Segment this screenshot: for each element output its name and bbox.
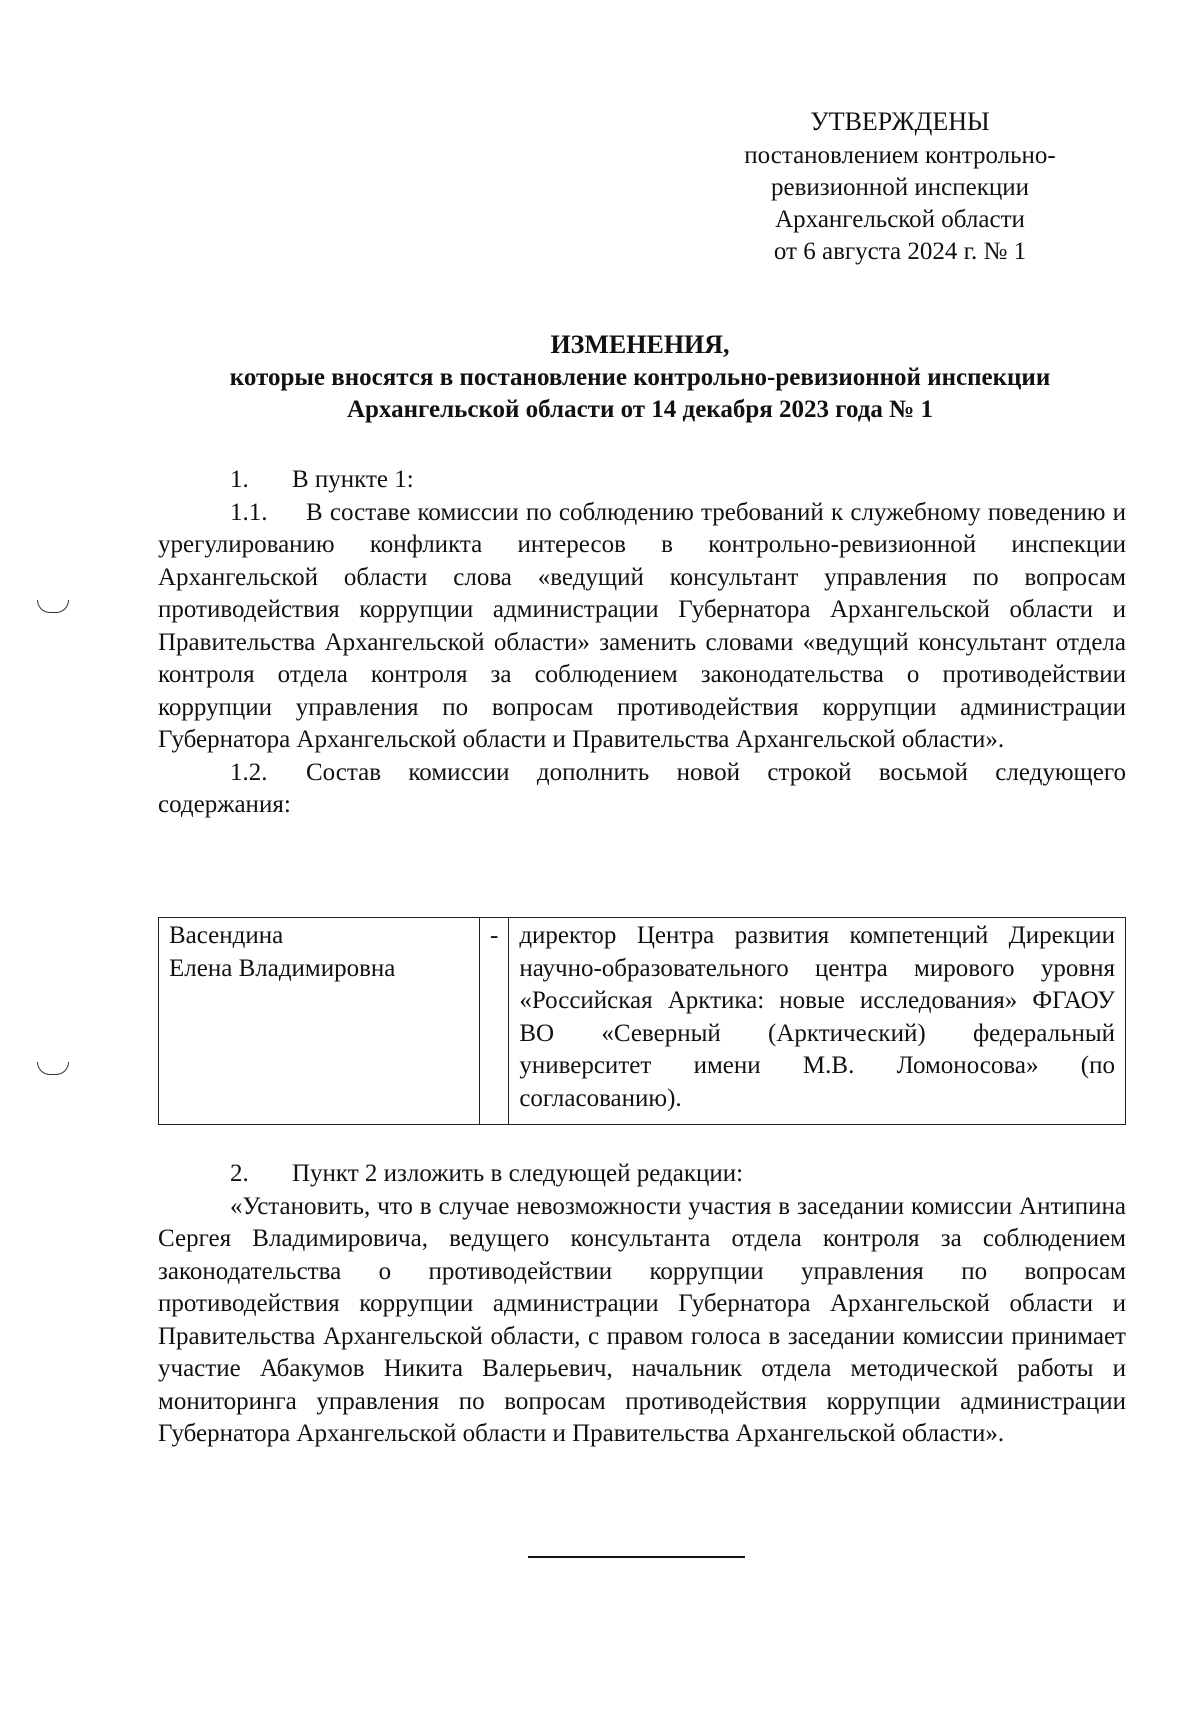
scan-artifact-mark	[37, 600, 69, 613]
section-1	[158, 464, 1126, 822]
member-table	[158, 917, 1126, 1125]
document-subtitle: которые вносятся в постановление контрольно-ревизионной инспекции	[229, 364, 1051, 391]
end-divider	[528, 1556, 745, 1558]
section-number: 2.	[230, 1160, 249, 1187]
paragraph-1-2	[158, 757, 1126, 822]
paragraph-1-1	[158, 497, 1126, 757]
section-2-header	[158, 1158, 1126, 1191]
member-dash-cell: -	[480, 918, 509, 1125]
approval-line: постановлением контрольно-	[744, 142, 1056, 169]
section-text: Пункт 2 изложить в следующей редакции:	[292, 1160, 744, 1187]
table-row	[159, 918, 1126, 1125]
document-title: ИЗМЕНЕНИЯ,	[550, 330, 730, 359]
member-name-cell	[159, 918, 480, 1125]
member-surname: Васендина	[169, 922, 284, 949]
document-subtitle: Архангельской области от 14 декабря 2023 года № 1	[346, 396, 934, 423]
member-given-names: Елена Владимировна	[169, 954, 396, 982]
section-1-header	[158, 464, 1126, 497]
approval-stamp	[715, 104, 1085, 268]
scan-artifact-mark	[37, 1062, 69, 1075]
section-2	[158, 1158, 1126, 1451]
approval-line: ревизионной инспекции	[770, 174, 1030, 201]
paragraph-text: В составе комиссии по соблюдению требований к служебному поведению и урегулированию конфликта интересов в контрольно-ревизионной инспекции Архангельской области слова «ведущий консультант управления по вопросам противодействия коррупции администрации Губернатора Архангельской области и Правительства Архангельской области» заменить словами «ведущий консультант отдела контроля отдела контроля за соблюдением законодательства о противодействии коррупции управления по вопросам противодействия коррупции администрации Губернатора Архангельской области и Правительства Архангельской области».	[158, 498, 1126, 753]
member-description-cell: директор Центра развития компетенций Дирекции научно-образовательного центра мирового уровня «Российская Арктика: новые исследования» ФГАОУ ВО «Северный (Арктический) федеральный университет имени М.В. Ломоносова» (по согласованию).	[509, 918, 1126, 1125]
paragraph-number: 1.2.	[230, 758, 268, 786]
paragraph-number: 1.1.	[230, 498, 268, 526]
approval-title: УТВЕРЖДЕНЫ	[810, 107, 990, 136]
section-2-quote: «Установить, что в случае невозможности участия в заседании комиссии Антипина Сергея Владимировича, ведущего консультанта отдела контроля за соблюдением законодательства о противодействии коррупции управления по вопросам противодействия коррупции администрации Губернатора Архангельской области и Правительства Архангельской области, с правом голоса в заседании комиссии принимает участие Абакумов Никита Валерьевич, начальник отдела методической работы и мониторинга управления по вопросам противодействия коррупции администрации Губернатора Архангельской области и Правительства Архангельской области».	[158, 1192, 1126, 1447]
section-number: 1.	[230, 466, 249, 493]
approval-date: от 6 августа 2024 г. № 1	[773, 238, 1027, 265]
approval-line: Архангельской области	[775, 206, 1025, 233]
document-heading	[150, 328, 1130, 426]
paragraph-text: Состав комиссии дополнить новой строкой восьмой следующего содержания:	[158, 758, 1126, 818]
section-text: В пункте 1:	[292, 466, 414, 493]
